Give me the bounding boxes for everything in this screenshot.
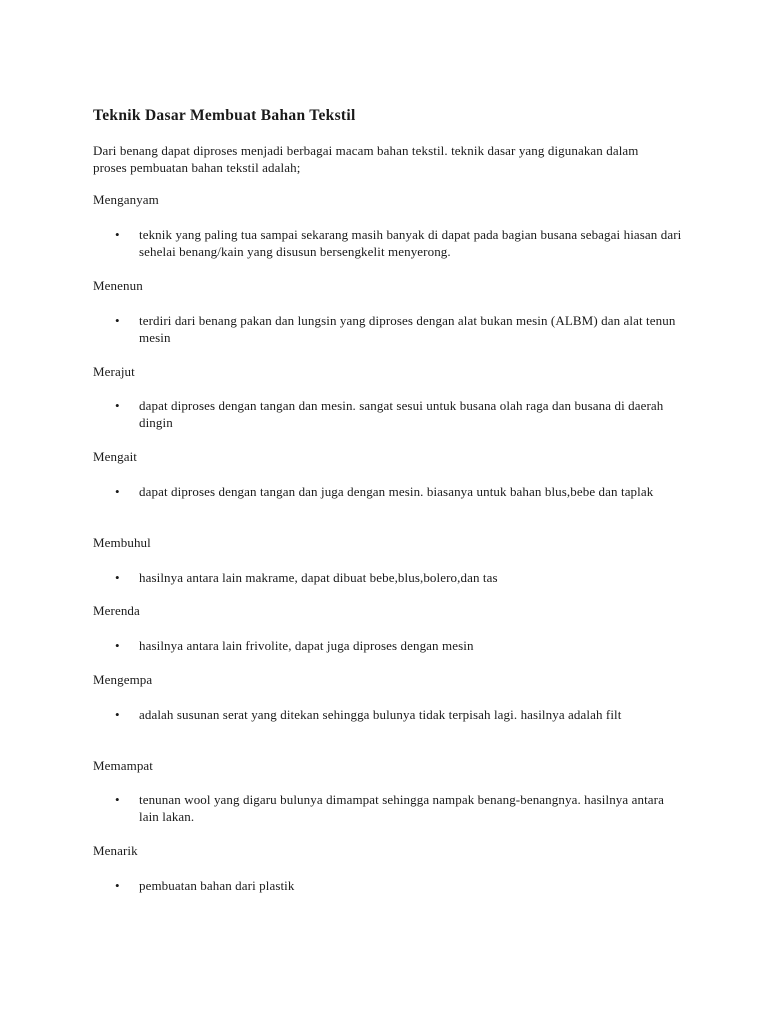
section-heading-merenda: Merenda	[93, 603, 140, 618]
bullet-icon: •	[115, 484, 120, 499]
bullet-text: dapat diproses dengan tangan dan mesin. sangat sesui untuk busana olah raga dan busana di daerah dingin	[139, 398, 664, 430]
bullet-text: adalah susunan serat yang ditekan sehingga bulunya tidak terpisah lagi. hasilnya adalah filt	[139, 707, 622, 722]
bullet-text: teknik yang paling tua sampai sekarang masih banyak di dapat pada bagian busana sebagai hiasan dari sehelai benang/kain yang disusun bersengkelit menyerong.	[139, 227, 682, 259]
bullet-text: terdiri dari benang pakan dan lungsin yang diproses dengan alat bukan mesin (ALBM) dan alat tenun mesin	[139, 313, 676, 345]
bullet-icon: •	[115, 227, 120, 242]
section-heading-mengempa: Mengempa	[93, 672, 153, 687]
bullet-icon: •	[115, 707, 120, 722]
bullet-icon: •	[115, 398, 120, 413]
intro-paragraph: Dari benang dapat diproses menjadi berbagai macam bahan tekstil. teknik dasar yang digunakan dalam proses pembuatan bahan tekstil adalah;	[93, 143, 639, 175]
section-heading-menarik: Menarik	[93, 843, 138, 858]
bullet-text: dapat diproses dengan tangan dan juga dengan mesin. biasanya untuk bahan blus,bebe dan taplak	[139, 484, 654, 499]
document-title: Teknik Dasar Membuat Bahan Tekstil	[93, 107, 356, 124]
section-heading-mengait: Mengait	[93, 449, 138, 464]
bullet-icon: •	[115, 638, 120, 653]
section-heading-membuhul: Membuhul	[93, 535, 151, 550]
section-heading-memampat: Memampat	[93, 758, 154, 773]
bullet-text: tenunan wool yang digaru bulunya dimampat sehingga nampak benang-benangnya. hasilnya antara lain lakan.	[139, 792, 664, 824]
bullet-icon: •	[115, 313, 120, 328]
bullet-icon: •	[115, 792, 120, 807]
section-heading-merajut: Merajut	[93, 364, 135, 379]
bullet-text: pembuatan bahan dari plastik	[139, 878, 295, 893]
section-heading-menganyam: Menganyam	[93, 192, 159, 207]
bullet-icon: •	[115, 878, 120, 893]
bullet-text: hasilnya antara lain makrame, dapat dibuat bebe,blus,bolero,dan tas	[139, 570, 498, 585]
bullet-text: hasilnya antara lain frivolite, dapat juga diproses dengan mesin	[139, 638, 474, 653]
section-heading-menenun: Menenun	[93, 278, 143, 293]
bullet-icon: •	[115, 570, 120, 585]
